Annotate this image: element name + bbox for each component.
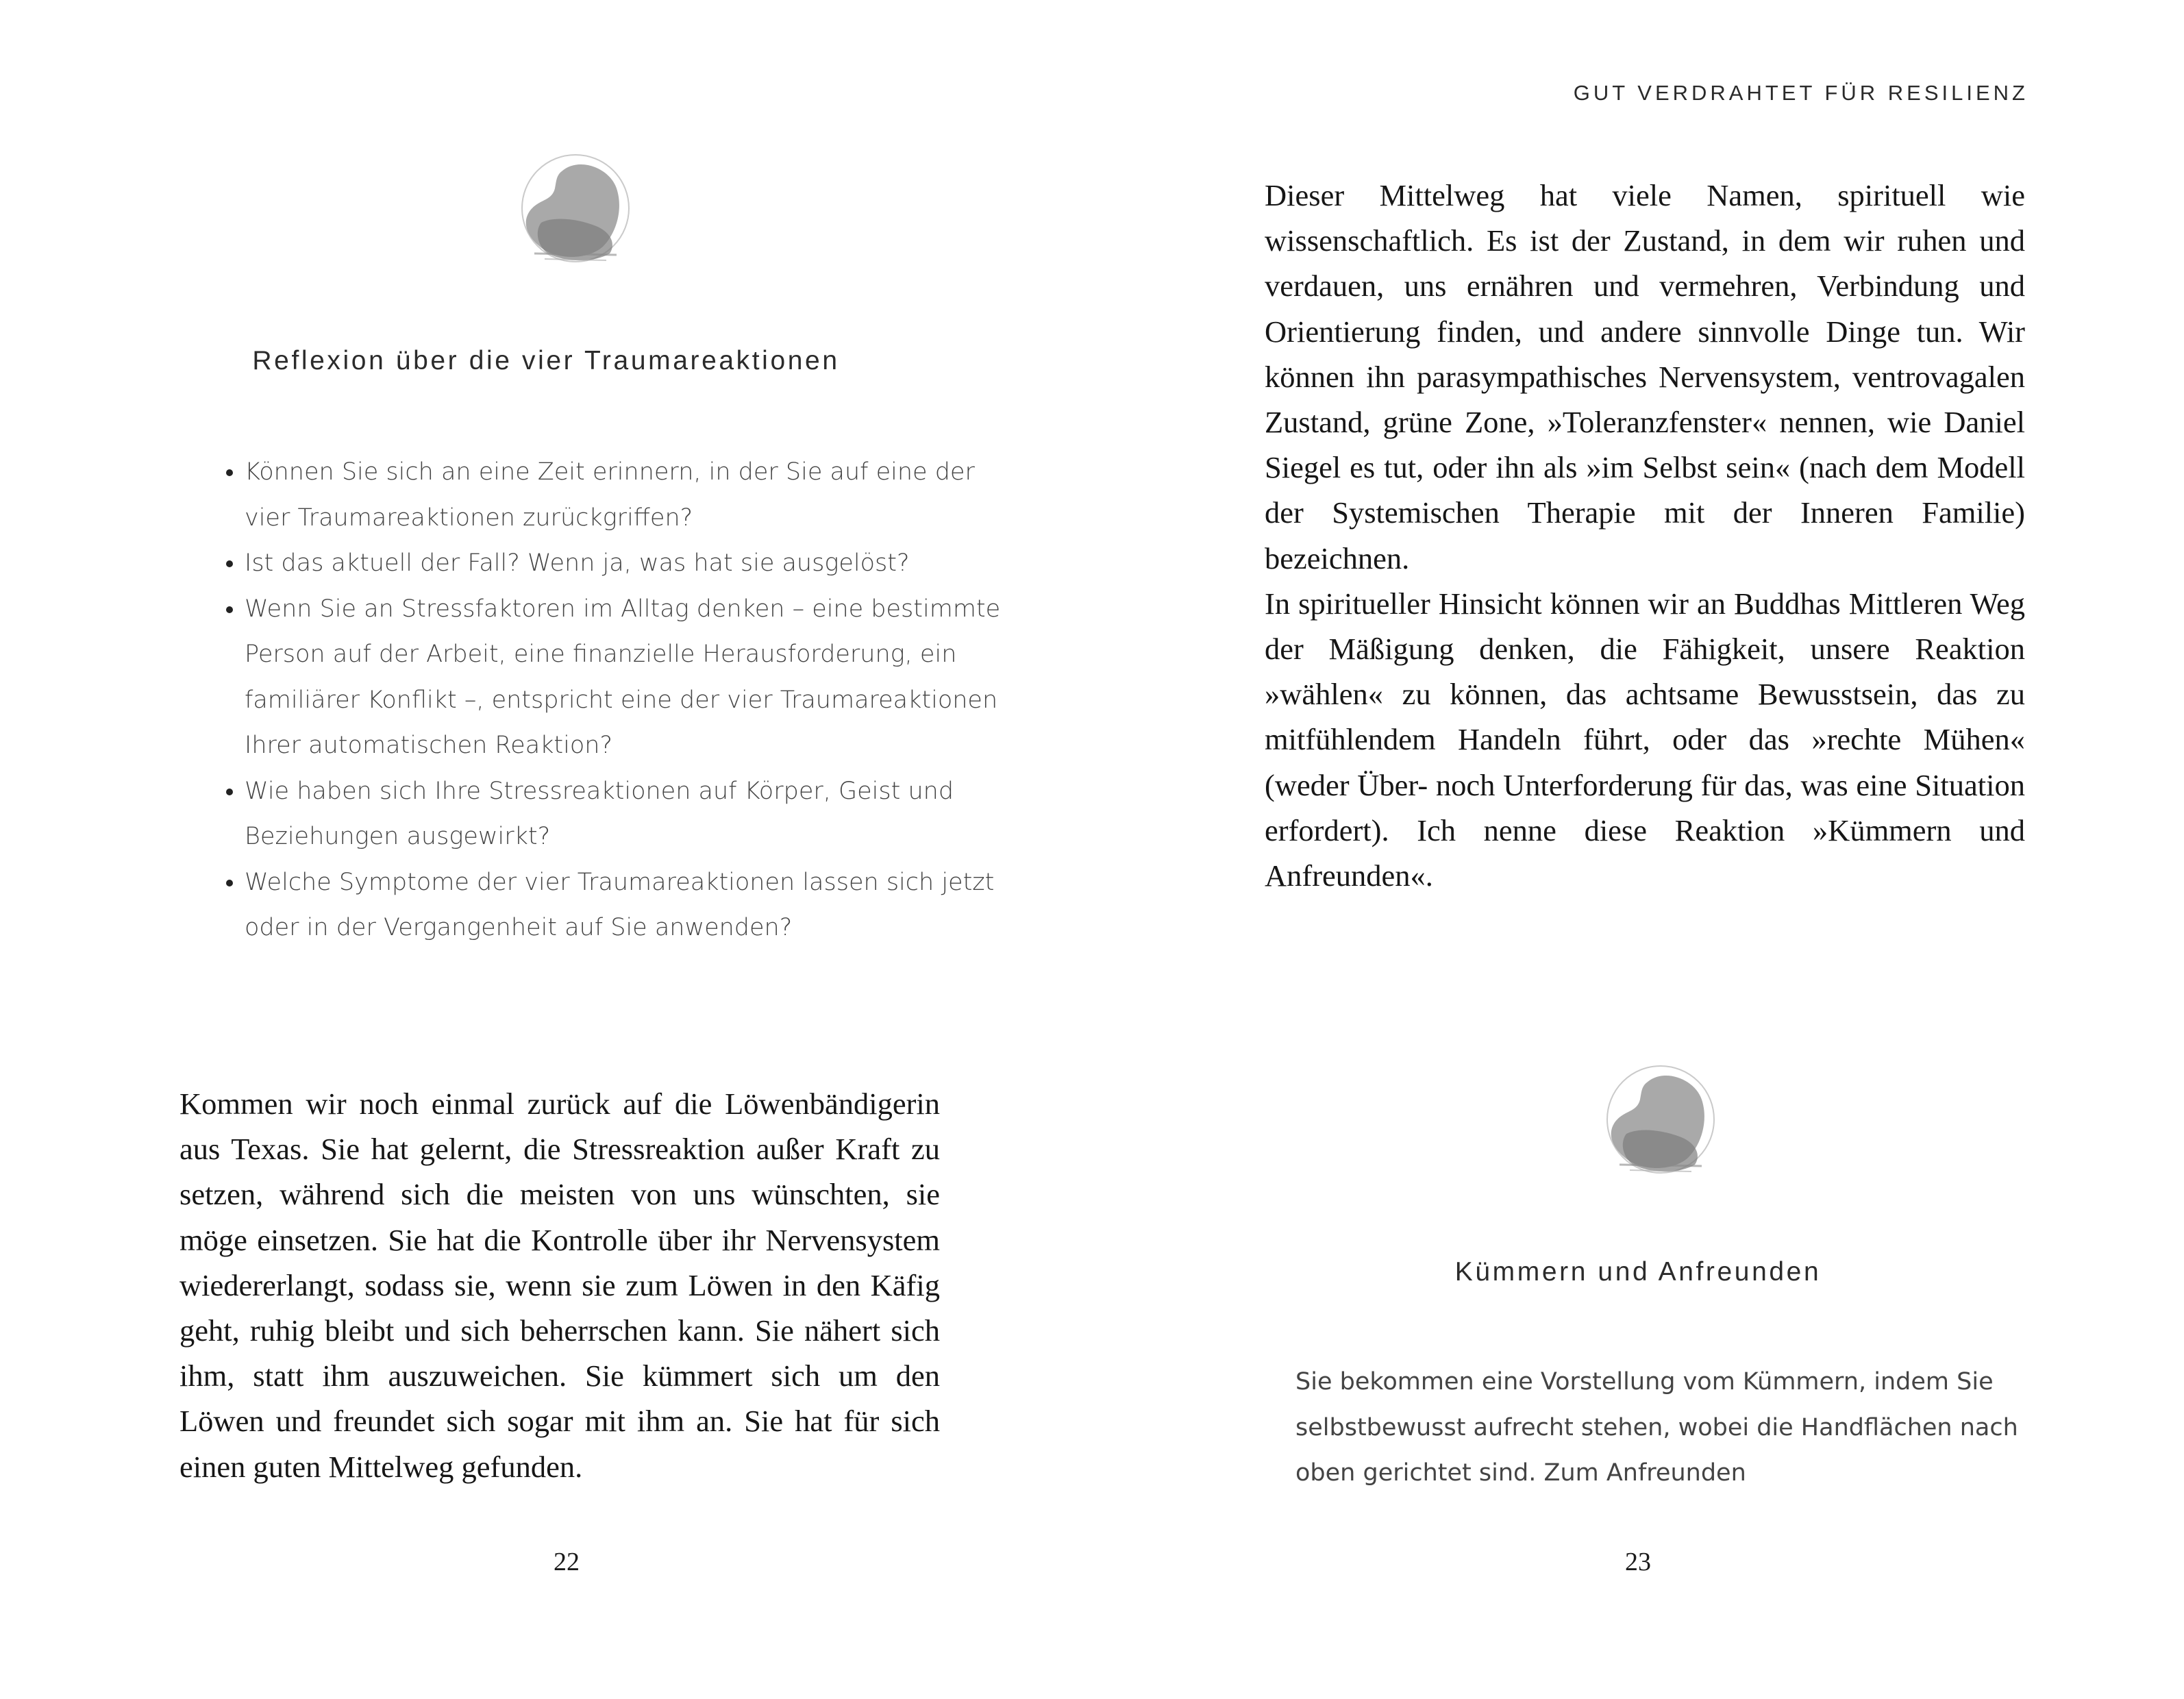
- right-page: [1092, 0, 2184, 1699]
- list-item: • Wie haben sich Ihre Stressreaktionen auf Körper, Geist und Beziehungen ausgewirkt?: [245, 769, 1012, 860]
- list-item: • Ist das aktuell der Fall? Wenn ja, was hat sie ausgelöst?: [245, 541, 1012, 586]
- list-item: • Wenn Sie an Stressfaktoren im Alltag denken – eine bestimmte Person auf der Arbeit, eine finanzielle Herausforderung, ein familiärer Konflikt –, entspricht eine der vier Traumareaktionen Ihrer automatischen Reaktion?: [245, 586, 1012, 769]
- body-text-right: [1265, 173, 2025, 898]
- page-number-left: 22: [554, 1548, 580, 1576]
- paragraph: In spiritueller Hinsicht können wir an Buddhas Mittleren Weg der Mäßigung denken, die Fähigkeit, unsere Reaktion »wählen« zu können, das achtsame Bewusstsein, das zu mitfühlendem Handeln führt, oder das »rechte Mühen« (weder Über- noch Unterforderung für das, was eine Situation erfordert). Ich nenne diese Reaktion »Kümmern und Anfreunden«.: [1265, 586, 2025, 893]
- list-item: • Welche Symptome der vier Traumareaktionen lassen sich jetzt oder in der Vergangenheit auf Sie anwenden?: [245, 860, 1012, 951]
- paragraph: Dieser Mittelweg hat viele Namen, spirituell wie wissenschaftlich. Es ist der Zustand, in dem wir ruhen und verdauen, uns ernähren und vermehren, Verbindung und Orientierung finden, und andere sinnvolle Dinge tun. Wir können ihn parasympathisches Nervensystem, ventrovagalen Zustand, grüne Zone, »Toleranzfenster« nennen, wie Daniel Siegel es tut, oder ihn als »im Selbst sein« (nach dem Modell der Systemischen Therapie mit der Inneren Familie) bezeichnen.: [1265, 178, 2025, 575]
- paragraph: Kommen wir noch einmal zurück auf die Löwenbändigerin aus Texas. Sie hat gelernt, die Stressreaktion außer Kraft zu setzen, während sich die meisten von uns wünschten, sie möge einsetzen. Sie hat die Kontrolle über ihr Nervensystem wiedererlangt, sodass sie, wenn sie zum Löwen in den Käfig geht, ruhig bleibt und sich beherrschen kann. Sie nähert sich ihm, statt ihm auszuweichen. Sie kümmert sich um den Löwen und freundet sich sogar mit ihm an. Sie hat für sich einen guten Mittelweg gefunden.: [179, 1087, 940, 1484]
- body-text-left: [179, 1081, 940, 1489]
- list-item: • Können Sie sich an eine Zeit erinnern, in der Sie auf eine der vier Traumareaktionen zurückgriffen?: [245, 449, 1012, 541]
- brushstroke-emblem-icon: [1599, 1062, 1720, 1178]
- exercise-text: [1295, 1359, 2022, 1496]
- brushstroke-emblem-graphic: [514, 151, 634, 267]
- paragraph: Sie bekommen eine Vorstellung vom Kümmern, indem Sie selbstbewusst aufrecht stehen, wobei die Handflächen nach oben gerichtet sind. Zum Anfreunden: [1295, 1368, 2018, 1487]
- page-number-right: 23: [1625, 1548, 1651, 1576]
- reflection-question-list: [199, 449, 1012, 951]
- brushstroke-emblem-graphic: [1599, 1062, 1720, 1178]
- running-head: GUT VERDRAHTET FÜR RESILIENZ: [1573, 81, 2028, 105]
- exercise-heading: Kümmern und Anfreunden: [1454, 1257, 1822, 1287]
- reflection-heading: Reflexion über die vier Traumareaktionen: [252, 346, 840, 375]
- brushstroke-emblem-icon: [514, 151, 634, 267]
